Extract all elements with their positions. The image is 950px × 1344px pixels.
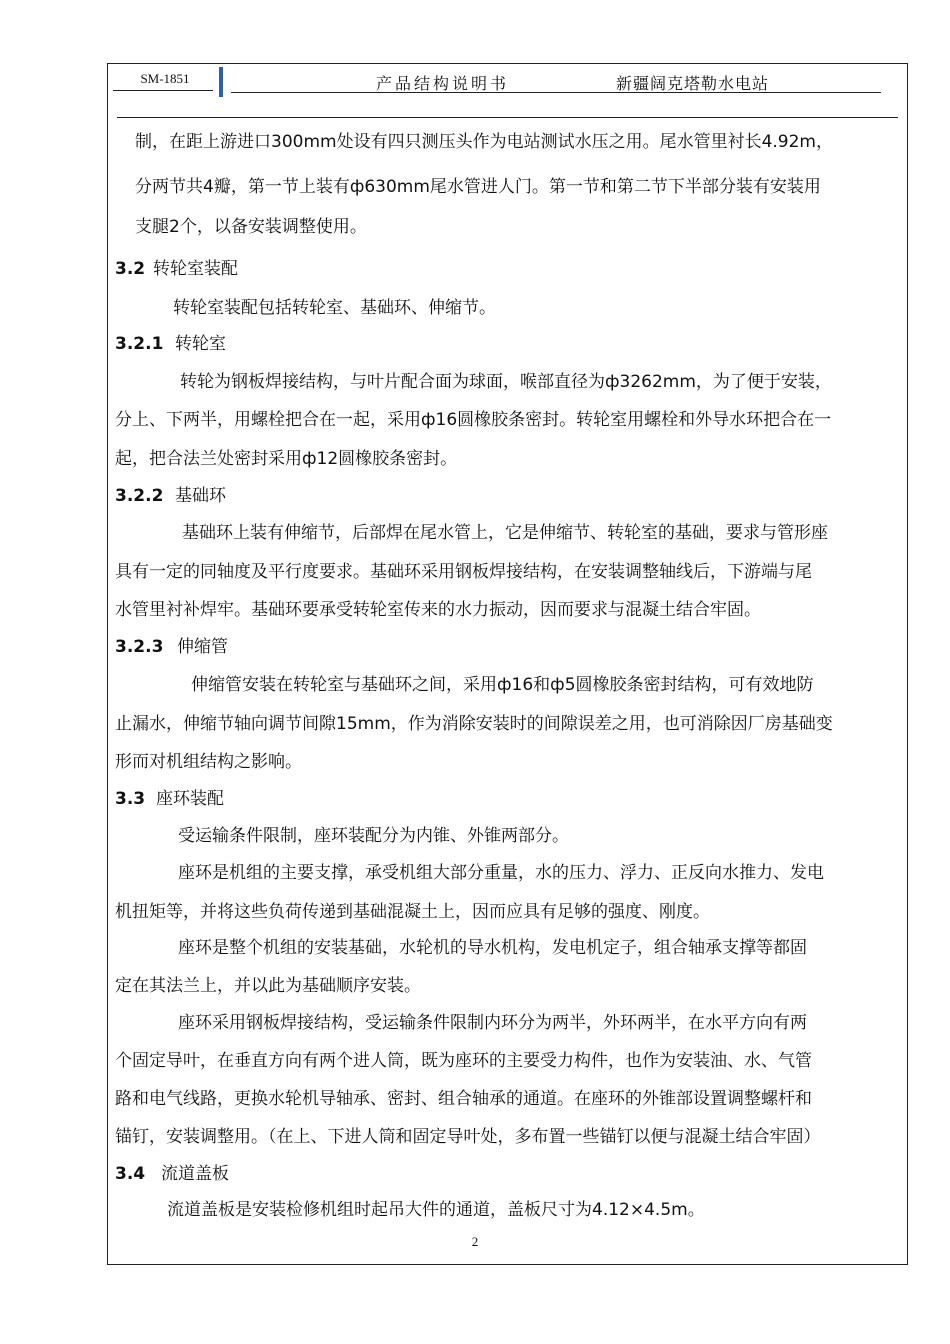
paragraph-line: 水管里衬补焊牢。基础环要承受转轮室传来的水力振动，因而要求与混凝土结合牢固。	[115, 600, 761, 620]
section-heading-3-2-1	[115, 329, 226, 354]
paragraph-line: 伸缩管安装在转轮室与基础环之间，采用ф16和ф5圆橡胶条密封结构，可有效地防	[191, 675, 814, 695]
section-number: 3.2.1	[115, 334, 164, 354]
paragraph-line: 转轮为钢板焊接结构，与叶片配合面为球面，喉部直径为ф3262mm，为了便于安装，	[180, 372, 832, 392]
section-title: 转轮室	[175, 334, 226, 354]
section-title: 座环装配	[156, 789, 224, 809]
document-title: 产品结构说明书	[376, 74, 510, 93]
header-rule	[117, 117, 898, 118]
paragraph-line: 支腿2个，以备安装调整使用。	[135, 217, 367, 237]
section-number: 3.2	[115, 259, 146, 279]
paragraph-line: 个固定导叶，在垂直方向有两个进人筒，既为座环的主要受力构件，也作为安装油、水、气管	[115, 1051, 812, 1071]
header-underline-left	[113, 90, 213, 91]
page-number: 2	[471, 1234, 479, 1249]
paragraph-line: 锚钉，安装调整用。（在上、下进人筒和固定导叶处，多布置一些锚钉以便与混凝土结合牢固）	[115, 1127, 821, 1147]
paragraph-line: 受运输条件限制，座环装配分为内锥、外锥两部分。	[178, 826, 569, 846]
section-title: 伸缩管	[177, 637, 228, 657]
section-title: 转轮室装配	[153, 259, 238, 279]
section-title: 流道盖板	[161, 1164, 229, 1184]
paragraph-line: 路和电气线路，更换水轮机导轴承、密封、组合轴承的通道。在座环的外锥部设置调整螺杆和	[115, 1089, 812, 1109]
section-number: 3.3	[115, 789, 146, 809]
paragraph-line: 座环是机组的主要支撑，承受机组大部分重量，水的压力、浮力、正反向水推力、发电	[178, 863, 824, 883]
section-heading-3-2-3	[115, 632, 228, 657]
station-name: 新疆阔克塔勒水电站	[616, 74, 770, 93]
paragraph-line: 分上、下两半，用螺栓把合在一起，采用ф16圆橡胶条密封。转轮室用螺栓和外导水环把合在一	[115, 410, 832, 430]
paragraph-line: 形而对机组结构之影响。	[115, 752, 302, 772]
paragraph-line: 基础环上装有伸缩节，后部焊在尾水管上，它是伸缩节、转轮室的基础，要求与管形座	[182, 523, 828, 543]
header-underline-right	[231, 92, 881, 93]
section-number: 3.2.3	[115, 637, 164, 657]
paragraph-line: 座环是整个机组的安装基础，水轮机的导水机构，发电机定子，组合轴承支撑等都固	[178, 938, 807, 958]
paragraph-line: 分两节共4瓣，第一节上装有ф630mm尾水管进人门。第一节和第二节下半部分装有安装用	[135, 177, 821, 197]
paragraph-line: 机扭矩等，并将这些负荷传递到基础混凝土上，因而应具有足够的强度、刚度。	[115, 902, 710, 922]
paragraph-line: 流道盖板是安装检修机组时起吊大件的通道，盖板尺寸为4.12×4.5m。	[167, 1200, 705, 1220]
paragraph-line: 转轮室装配包括转轮室、基础环、伸缩节。	[173, 298, 496, 318]
paragraph-line: 起，把合法兰处密封采用ф12圆橡胶条密封。	[115, 449, 458, 469]
section-heading-3-2-2	[115, 481, 226, 506]
section-heading-3-3	[115, 784, 224, 809]
paragraph-line: 座环采用钢板焊接结构，受运输条件限制内环分为两半，外环两半，在水平方向有两	[178, 1013, 807, 1033]
document-code: SM-1851	[140, 71, 190, 86]
section-number: 3.2.2	[115, 486, 164, 506]
section-heading-3-2	[115, 254, 238, 279]
header-accent-bar	[219, 67, 223, 97]
paragraph-line: 止漏水，伸缩节轴向调节间隙15mm，作为消除安装时的间隙误差之用，也可消除因厂房基础变	[115, 714, 833, 734]
section-heading-3-4	[115, 1159, 229, 1184]
section-number: 3.4	[115, 1164, 146, 1184]
paragraph-line: 制，在距上游进口300mm处设有四只测压头作为电站测试水压之用。尾水管里衬长4.92m，	[135, 132, 833, 152]
paragraph-line: 具有一定的同轴度及平行度要求。基础环采用钢板焊接结构，在安装调整轴线后，下游端与尾	[115, 562, 812, 582]
section-title: 基础环	[175, 486, 226, 506]
paragraph-line: 定在其法兰上，并以此为基础顺序安装。	[115, 976, 421, 996]
